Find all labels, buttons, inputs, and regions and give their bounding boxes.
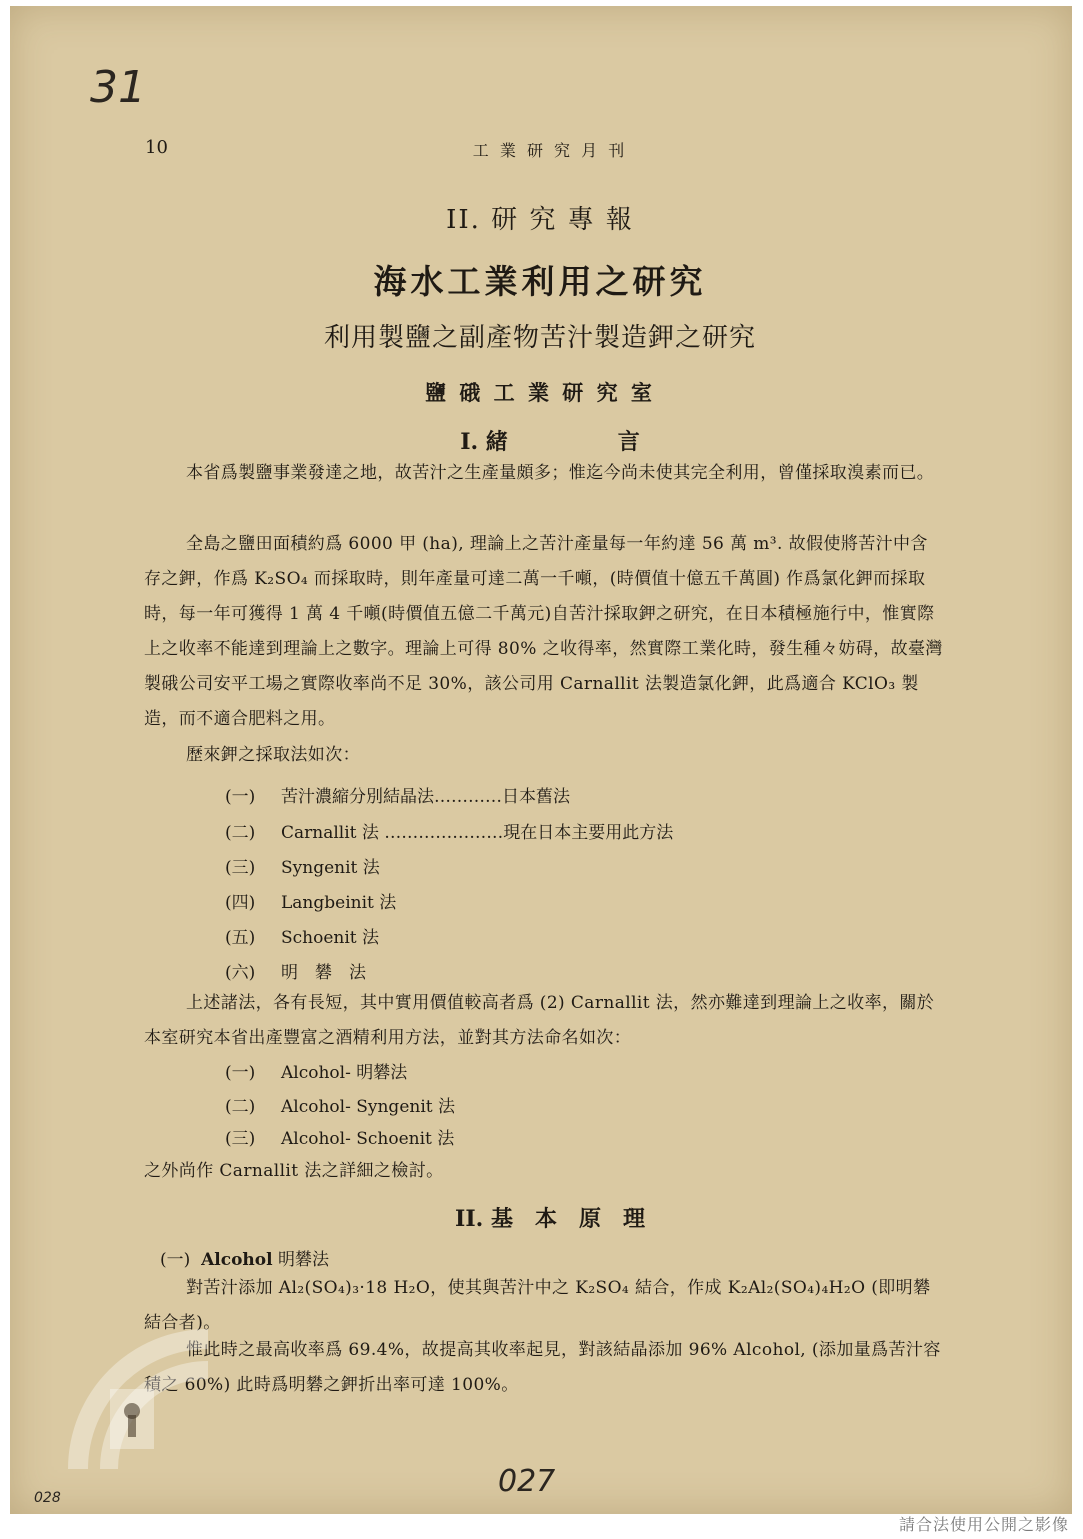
alcohol-method-item: (三) Alcohol- Schoenit 法 xyxy=(225,1129,455,1149)
author-lab: 鹽 硪 工 業 研 究 室 xyxy=(425,380,655,405)
principles-paragraph-2: 惟此時之最高收率爲 69.4%，故提高其收率起見，對該結晶添加 96% Alcohol, (添加量爲苦汁容積之 60%) 此時爲明礬之鉀折出率可達 100%。 xyxy=(144,1340,941,1395)
document-page xyxy=(10,6,1072,1514)
method-list-item: (三) Syngenit 法 xyxy=(225,858,380,878)
alcohol-method-item: (一) Alcohol- 明礬法 xyxy=(225,1063,408,1083)
intro-heading: I. 緒 言 xyxy=(460,429,640,455)
intro-paragraph-1: 本省爲製鹽事業發達之地，故苦汁之生產量頗多；惟迄今尚未使其完全利用，曾僅採取溴素而已。 xyxy=(186,463,935,483)
subtitle: 利用製鹽之副產物苦汁製造鉀之研究 xyxy=(323,323,756,353)
principles-subheading: (一) Alcohol 明礬法 xyxy=(160,1250,329,1270)
method-list-item: (二) Carnallit 法 …………………現在日本主要用此方法 xyxy=(225,823,674,843)
method-list-item: (一) 苦汁濃縮分別結晶法…………日本舊法 xyxy=(225,787,570,807)
handwritten-archive-number: 028 xyxy=(34,1490,61,1506)
method-list-item: (五) Schoenit 法 xyxy=(225,928,380,948)
method-list-item: (六) 明 礬 法 xyxy=(225,963,366,983)
page-number: 10 xyxy=(145,137,168,158)
intro-paragraph-3: 歷來鉀之採取法如次： xyxy=(186,745,360,765)
usage-notice: 請合法使用公開之影像 xyxy=(898,1515,1069,1534)
principles-paragraph-1: 對苦汁添加 Al₂(SO₄)₃·18 H₂O，使其與苦汁中之 K₂SO₄ 結合，作成 K₂Al₂(SO₄)₄H₂O (即明礬結合者)。 xyxy=(144,1278,931,1333)
method-list-item: (四) Langbeinit 法 xyxy=(225,893,397,913)
principles-heading: II. 基 本 原 理 xyxy=(455,1206,645,1232)
journal-title: 工 業 研 究 月 刊 xyxy=(472,141,628,160)
closing-sentence: 之外尚作 Carnallit 法之詳細之檢討。 xyxy=(144,1161,444,1181)
handwritten-page-number: 027 xyxy=(498,1464,556,1499)
alcohol-method-item: (二) Alcohol- Syngenit 法 xyxy=(225,1097,456,1117)
handwritten-page-mark: 31 xyxy=(90,62,146,113)
after-methods-paragraph: 上述諸法，各有長短，其中實用價值較高者爲 (2) Carnallit 法，然亦難達到理論上之收率，關於本室研究本省出產豐富之酒精利用方法，並對其方法命名如次： xyxy=(144,993,935,1048)
main-title: 海水工業利用之研究 xyxy=(373,262,707,301)
library-watermark-icon xyxy=(58,1319,258,1483)
intro-paragraph-2: 全島之鹽田面積約爲 6000 甲 (ha), 理論上之苦汁產量每一年約達 56 萬 m³. 故假使將苦汁中含存之鉀，作爲 K₂SO₄ 而採取時，則年產量可達二萬一千噸，(時價值十億五千萬圓) 作爲氯化鉀而採取時，每一年可獲得 1 萬 4 千噸(時價值五億二千萬元)自苦汁採取鉀之研究，在日本積極施行中，惟實際上之收率不能達到理論上之數字。理論上可得 80% 之收得率，然實際工業化時，發生種々妨碍，故臺灣製硪公司安平工場之實際收率尚不足 30%，該公司用 Carnallit 法製造氯化鉀，此爲適合 KClO₃ 製造，而不適合肥料之用。 xyxy=(144,534,943,729)
section-title: II. 研 究 專 報 xyxy=(446,205,634,235)
